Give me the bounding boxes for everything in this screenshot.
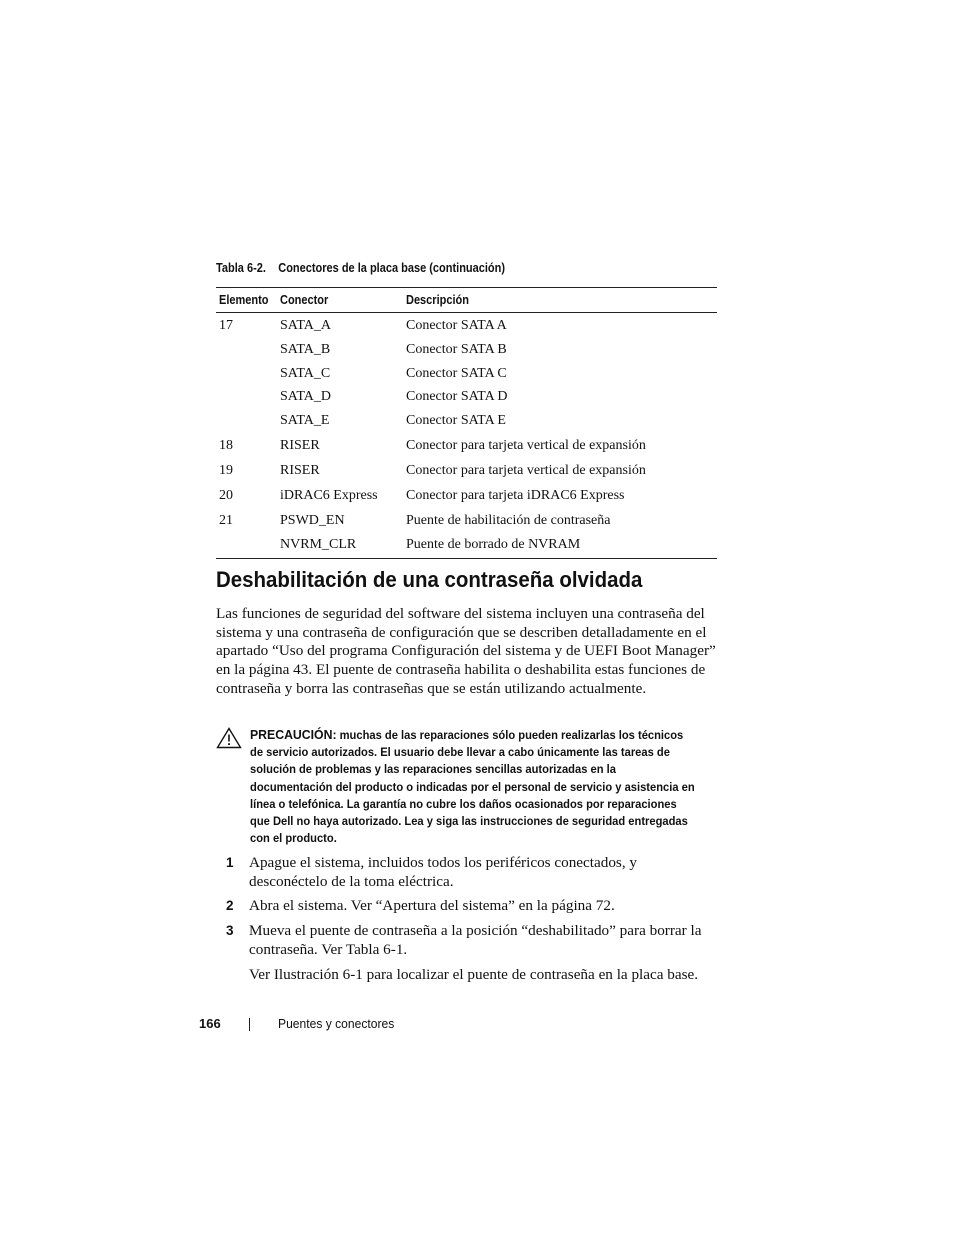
step-note: Ver Ilustración 6-1 para localizar el puente de contraseña en la placa base. <box>249 966 699 983</box>
table-caption-label: Tabla 6-2. <box>216 261 266 275</box>
table-row <box>216 409 717 433</box>
table-row <box>216 362 717 386</box>
cell-item <box>216 362 277 386</box>
cell-connector: SATA_B <box>280 342 331 357</box>
cell-description: Conector SATA B <box>406 342 507 357</box>
cell-description: Conector SATA D <box>406 389 508 404</box>
step-number: 2 <box>226 898 234 913</box>
cell-description: Conector para tarjeta vertical de expansión <box>406 463 646 478</box>
footer-section-name: Puentes y conectores <box>278 1016 395 1031</box>
table-row <box>216 484 717 509</box>
cell-description: Conector SATA E <box>406 412 506 428</box>
table-caption <box>216 261 505 275</box>
cell-item: 18 <box>219 437 233 453</box>
cell-connector: SATA_E <box>280 412 330 428</box>
step-number: 1 <box>226 855 234 870</box>
table-row <box>216 533 717 559</box>
cell-connector: SATA_C <box>280 365 331 381</box>
cell-description: Conector para tarjeta vertical de expansión <box>406 437 646 453</box>
cell-description: Puente de habilitación de contraseña <box>406 512 611 528</box>
table-header-row <box>216 288 717 313</box>
header-item: Elemento <box>219 293 269 307</box>
footer-separator <box>249 1018 250 1031</box>
cell-description: Conector SATA C <box>406 365 507 381</box>
cell-connector: RISER <box>280 437 320 453</box>
cell-connector: RISER <box>280 463 320 478</box>
cell-description: Puente de borrado de NVRAM <box>406 537 581 553</box>
table-row <box>216 339 717 362</box>
table-row <box>216 386 717 409</box>
cell-connector: iDRAC6 Express <box>280 488 378 503</box>
cell-connector: PSWD_EN <box>280 512 345 528</box>
cell-description: Conector para tarjeta iDRAC6 Express <box>406 488 625 503</box>
cell-connector: NVRM_CLR <box>280 537 357 553</box>
cell-item: 20 <box>219 488 233 503</box>
cell-description: Conector SATA A <box>406 317 507 333</box>
step-text: Apague el sistema, incluidos todos los periféricos conectados, y desconéctelo de la toma eléctrica. <box>249 854 638 890</box>
cell-connector: SATA_A <box>280 317 331 333</box>
table-caption-title: Conectores de la placa base (continuación) <box>278 261 506 275</box>
table-row <box>216 459 717 484</box>
step-text: Mueva el puente de contraseña a la posición “deshabilitado” para borrar la contraseña. Ver Tabla 6-1. <box>249 922 702 958</box>
step-text: Abra el sistema. Ver “Apertura del sistema” en la página 72. <box>249 897 615 914</box>
page-number: 166 <box>199 1016 221 1031</box>
header-connector: Conector <box>280 293 329 307</box>
connectors-table <box>216 287 717 559</box>
header-description: Descripción <box>406 293 469 307</box>
warning-triangle-icon <box>216 727 242 749</box>
cell-item <box>216 533 277 559</box>
intro-paragraph: Las funciones de seguridad del software del sistema incluyen una contraseña del sistema y una contraseña de configuración que se describen detalladamente en el apartado “Uso del programa Configuración del sistema y de UEFI Boot Manager” en la página 43. El puente de contraseña habilita o deshabilita estas funciones de contraseña y borra las contraseñas que se están utilizando actualmente. <box>216 605 716 697</box>
cell-item <box>216 409 277 433</box>
caution-label: PRECAUCIÓN: <box>250 727 337 742</box>
table-row <box>216 509 717 533</box>
section-heading: Deshabilitación de una contraseña olvidada <box>216 567 643 592</box>
caution-notice <box>250 726 696 847</box>
cell-item <box>216 339 277 362</box>
cell-item: 21 <box>219 512 233 528</box>
table-row <box>216 313 717 339</box>
step-number: 3 <box>226 923 234 938</box>
table-row <box>216 433 717 459</box>
cell-item: 19 <box>219 463 233 478</box>
caution-body: muchas de las reparaciones sólo pueden realizarlas los técnicos de servicio autorizados. El usuario debe llevar a cabo únicamente las tareas de solución de problemas y las reparaciones sencillas autorizadas en la documentación del producto o indicadas por el personal de servicio y asistencia en línea o telefónica. La garantía no cubre los daños ocasionados por reparaciones que Dell no haya autorizado. Lea y siga las instrucciones de seguridad entregadas con el producto. <box>250 728 695 846</box>
cell-connector: SATA_D <box>280 389 331 404</box>
cell-item <box>216 386 277 409</box>
cell-item: 17 <box>219 317 233 333</box>
